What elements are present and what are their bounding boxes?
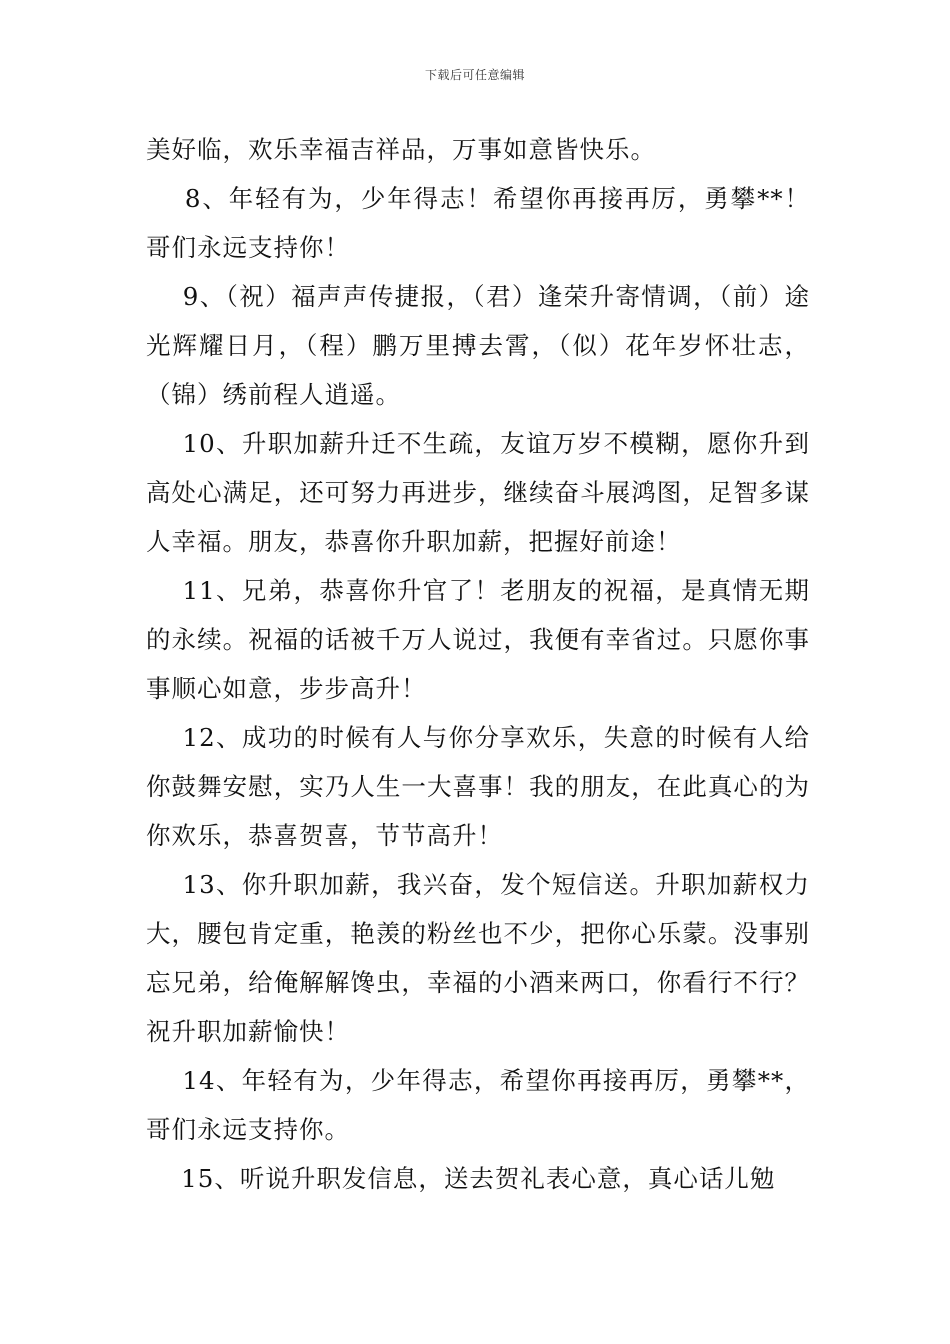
paragraph-item-12: 12、成功的时候有人与你分享欢乐，失意的时候有人给你鼓舞安慰，实乃人生一大喜事！我的朋友，在此真心的为你欢乐，恭喜贺喜，节节高升！ bbox=[146, 723, 810, 850]
paragraph-continuation: 美好临，欢乐幸福吉祥品，万事如意皆快乐。 bbox=[146, 135, 656, 164]
document-body bbox=[146, 125, 810, 1203]
page-header: 下载后可任意编辑 bbox=[424, 68, 525, 82]
paragraph-item-14: 14、年轻有为，少年得志，希望你再接再厉，勇攀**，哥们永远支持你。 bbox=[146, 1066, 810, 1144]
paragraph-item-10: 10、升职加薪升迁不生疏，友谊万岁不模糊，愿你升到高处心满足，还可努力再进步，继续奋斗展鸿图，足智多谋人幸福。朋友，恭喜你升职加薪，把握好前途！ bbox=[146, 429, 810, 556]
paragraph-item-15: 15、听说升职发信息，送去贺礼表心意，真心话儿勉 bbox=[146, 1164, 776, 1193]
paragraph-item-11: 11、兄弟，恭喜你升官了！老朋友的祝福，是真情无期的永续。祝福的话被千万人说过，我便有幸省过。只愿你事事顺心如意，步步高升！ bbox=[146, 576, 810, 703]
paragraph-item-8: 8、年轻有为，少年得志！希望你再接再厉，勇攀**！哥们永远支持你！ bbox=[146, 184, 810, 262]
paragraph-item-9: 9、（祝）福声声传捷报，（君）逢荣升寄情调，（前）途光辉耀日月，（程）鹏万里搏去霄，（似）花年岁怀壮志，（锦）绣前程人逍遥。 bbox=[146, 282, 810, 409]
paragraph-item-13: 13、你升职加薪，我兴奋，发个短信送。升职加薪权力大，腰包肯定重，艳羡的粉丝也不少，把你心乐蒙。没事别忘兄弟，给俺解解馋虫，幸福的小酒来两口，你看行不行？祝升职加薪愉快！ bbox=[146, 870, 810, 1046]
